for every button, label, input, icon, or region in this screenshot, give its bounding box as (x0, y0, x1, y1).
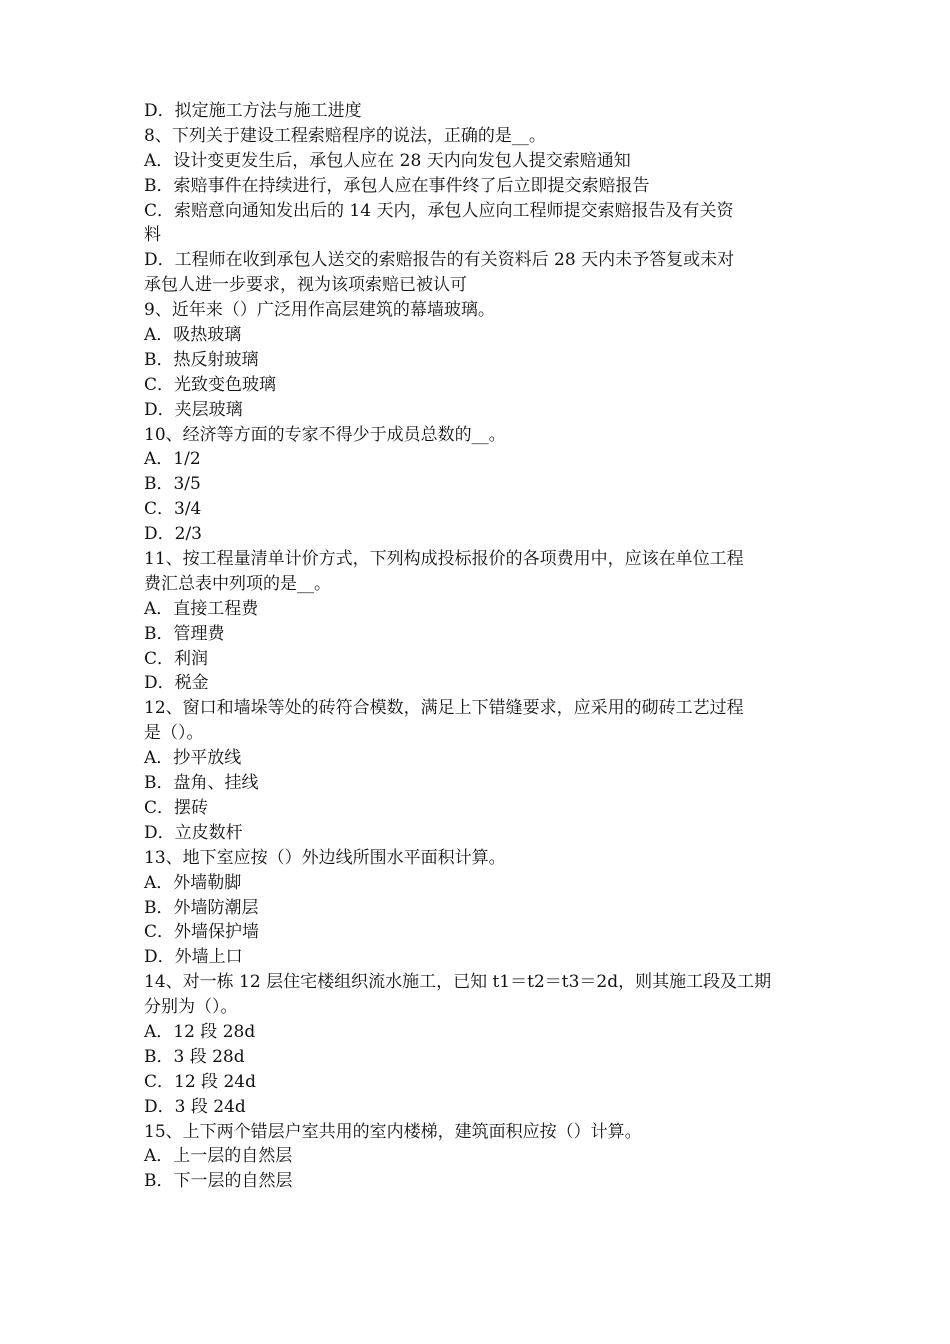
text-line: C．索赔意向通知发出后的 14 天内，承包人应向工程师提交索赔报告及有关资 (144, 200, 734, 221)
text-line: B．3 段 28d (144, 1046, 245, 1067)
text-line: A．上一层的自然层 (144, 1146, 293, 1167)
text-line: A．吸热玻璃 (144, 325, 242, 346)
text-line: B．3/5 (144, 474, 201, 495)
text-line: C．利润 (144, 648, 209, 669)
text-line: B．外墙防潮层 (144, 897, 259, 918)
text-line: B．管理费 (144, 623, 225, 644)
text-line: 9、近年来（）广泛用作高层建筑的幕墙玻璃。 (144, 300, 495, 321)
text-line: A．设计变更发生后，承包人应在 28 天内向发包人提交索赔通知 (144, 150, 631, 171)
text-line: 15、上下两个错层户室共用的室内楼梯，建筑面积应按（）计算。 (144, 1121, 642, 1142)
text-line: A．抄平放线 (144, 748, 242, 769)
text-line: 11、按工程量清单计价方式，下列构成投标报价的各项费用中，应该在单位工程 (144, 549, 744, 570)
document-body (144, 99, 810, 1194)
text-line: D．工程师在收到承包人送交的索赔报告的有关资料后 28 天内未予答复或未对 (144, 250, 735, 271)
text-line: C．12 段 24d (144, 1071, 256, 1092)
text-line: 8、下列关于建设工程索赔程序的说法，正确的是__。 (144, 125, 546, 146)
text-line: C．外墙保护墙 (144, 922, 260, 943)
text-line: D．立皮数杆 (144, 822, 243, 843)
text-line: A．直接工程费 (144, 598, 259, 619)
text-line: D．外墙上口 (144, 947, 243, 968)
text-line: B．索赔事件在持续进行，承包人应在事件终了后立即提交索赔报告 (144, 175, 650, 196)
text-line: A．12 段 28d (144, 1021, 256, 1042)
text-line: 料 (144, 225, 161, 246)
text-line: A．外墙勒脚 (144, 872, 242, 893)
text-line: D．夹层玻璃 (144, 399, 243, 420)
text-line: 12、窗口和墙垛等处的砖符合模数，满足上下错缝要求，应采用的砌砖工艺过程 (144, 698, 744, 719)
text-line: 10、经济等方面的专家不得少于成员总数的__。 (144, 424, 506, 445)
text-line: D．3 段 24d (144, 1096, 246, 1117)
text-line: D．税金 (144, 673, 209, 694)
text-line: D．2/3 (144, 524, 202, 545)
text-line: 承包人进一步要求，视为该项索赔已被认可 (144, 275, 467, 296)
text-line: C．摆砖 (144, 797, 209, 818)
text-line: 是（）。 (144, 723, 204, 744)
text-line: B．盘角、挂线 (144, 773, 259, 794)
text-line: A．1/2 (144, 449, 201, 470)
text-line: 14、对一栋 12 层住宅楼组织流水施工，已知 t1＝t2＝t3＝2d，则其施工段及工期 (144, 972, 772, 993)
text-line: C．3/4 (144, 499, 202, 520)
text-line: D．拟定施工方法与施工进度 (144, 101, 362, 121)
text-line: 费汇总表中列项的是__。 (144, 573, 331, 594)
text-line: C．光致变色玻璃 (144, 374, 277, 395)
text-line: 13、地下室应按（）外边线所围水平面积计算。 (144, 847, 506, 868)
text-line: B．热反射玻璃 (144, 349, 259, 370)
text-line: B．下一层的自然层 (144, 1171, 293, 1192)
text-line: 分别为（）。 (144, 997, 238, 1018)
